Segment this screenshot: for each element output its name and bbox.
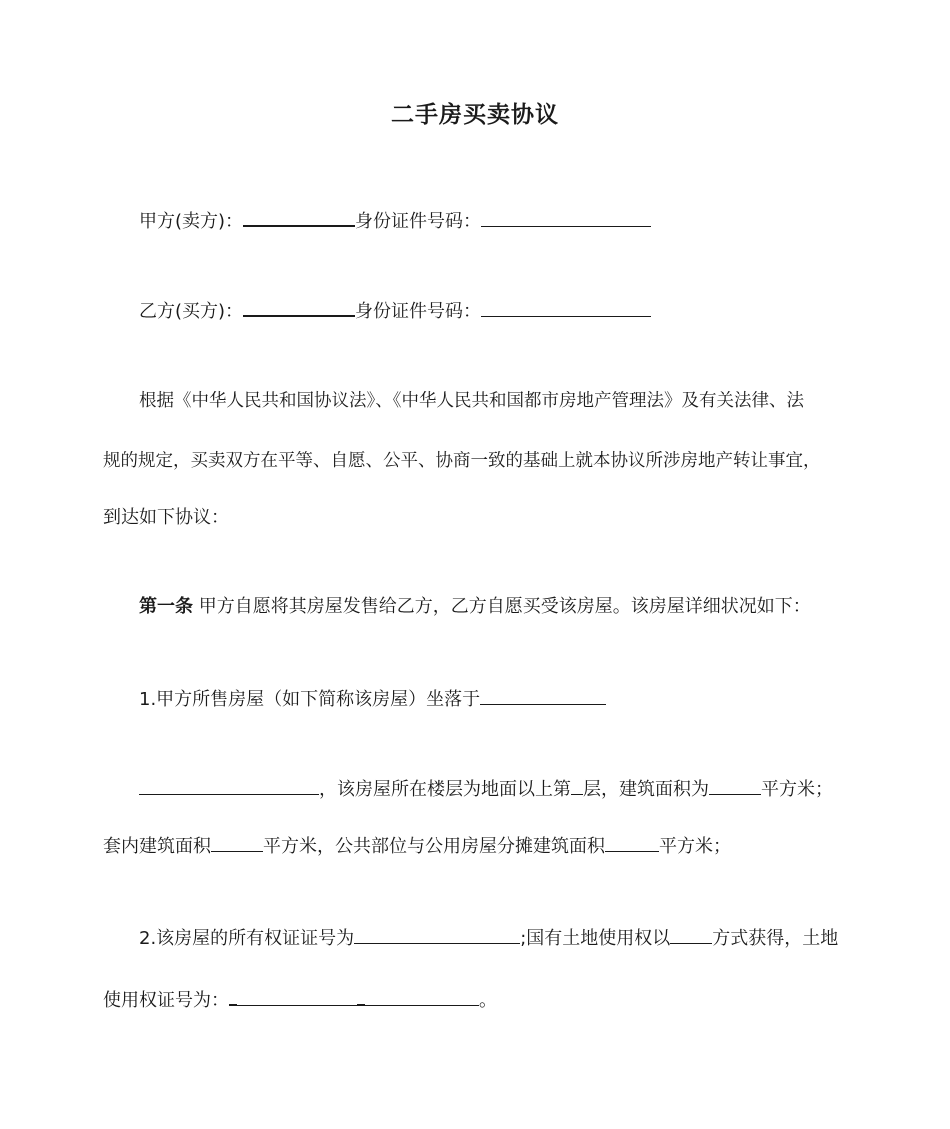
party-a-line <box>139 207 651 233</box>
item-1-area-blank[interactable] <box>709 776 761 795</box>
party-b-line <box>139 297 651 323</box>
article-1-line <box>139 594 811 620</box>
item-1-location-label: 1.甲方所售房屋（如下简称该房屋）坐落于 <box>139 689 481 710</box>
item-2-land-method-blank[interactable] <box>670 925 712 944</box>
preamble-line-1: 根据《中华人民共和国协议法》、《中华人民共和国都市房地产管理法》及有关法律、法 <box>139 391 804 411</box>
item-1-line-3 <box>103 833 731 859</box>
party-a-id-label: 身份证件号码： <box>355 211 482 232</box>
item-2-line-2 <box>103 986 497 1012</box>
preamble-line-2: 规的规定，买卖双方在平等、自愿、公平、协商一致的基础上就本协议所涉房地产转让事宜， <box>103 451 821 471</box>
item-1-inner-area-label: 套内建筑面积 <box>103 836 211 857</box>
party-a-id-blank[interactable] <box>481 208 651 227</box>
item-1-location-blank[interactable] <box>480 686 606 705</box>
item-2-land-cert-blank-d[interactable] <box>365 987 479 1006</box>
item-1-floor-blank[interactable] <box>571 776 583 795</box>
item-1-line-2 <box>139 776 833 802</box>
item-2-land-cert-blank-a[interactable] <box>229 986 237 1006</box>
item-2-line-1 <box>139 925 838 951</box>
article-1-text: 甲方自愿将其房屋发售给乙方，乙方自愿买受该房屋。该房屋详细状况如下： <box>193 596 811 617</box>
item-2-land-cert-label: 使用权证号为： <box>103 990 229 1011</box>
party-a-name-blank[interactable] <box>243 207 355 227</box>
item-1-inner-area-blank[interactable] <box>211 833 263 852</box>
item-2-land-suffix: 方式获得，土地 <box>712 928 839 949</box>
document-title: 二手房买卖协议 <box>391 102 559 128</box>
preamble-line-3: 到达如下协议： <box>103 507 229 528</box>
party-b-label: 乙方(买方)： <box>139 301 244 322</box>
item-1-area-unit: 平方米； <box>761 779 833 800</box>
item-2-cert-blank[interactable] <box>354 925 520 944</box>
party-b-name-blank[interactable] <box>243 297 355 317</box>
item-1-area-label: 层，建筑面积为 <box>583 779 709 800</box>
party-a-label: 甲方(卖方)： <box>139 211 244 232</box>
article-1-heading: 第一条 <box>139 596 193 617</box>
party-b-id-label: 身份证件号码： <box>355 301 482 322</box>
item-1-location-blank-cont[interactable] <box>139 776 319 795</box>
item-2-land-cert-blank-b[interactable] <box>237 987 357 1006</box>
item-2-land-label: ;国有土地使用权以 <box>520 928 671 949</box>
item-1-shared-area-unit: 平方米； <box>659 836 731 857</box>
item-2-cert-label: 2.该房屋的所有权证证号为 <box>139 928 355 949</box>
item-1-floor-label: ，该房屋所在楼层为地面以上第 <box>319 779 571 800</box>
item-1-shared-area-label: 平方米，公共部位与公用房屋分摊建筑面积 <box>263 836 605 857</box>
item-1-shared-area-blank[interactable] <box>605 833 659 852</box>
item-2-land-cert-blank-c[interactable] <box>357 986 365 1006</box>
item-1-line-1 <box>139 686 606 712</box>
party-b-id-blank[interactable] <box>481 298 651 317</box>
item-2-period: 。 <box>479 990 497 1011</box>
